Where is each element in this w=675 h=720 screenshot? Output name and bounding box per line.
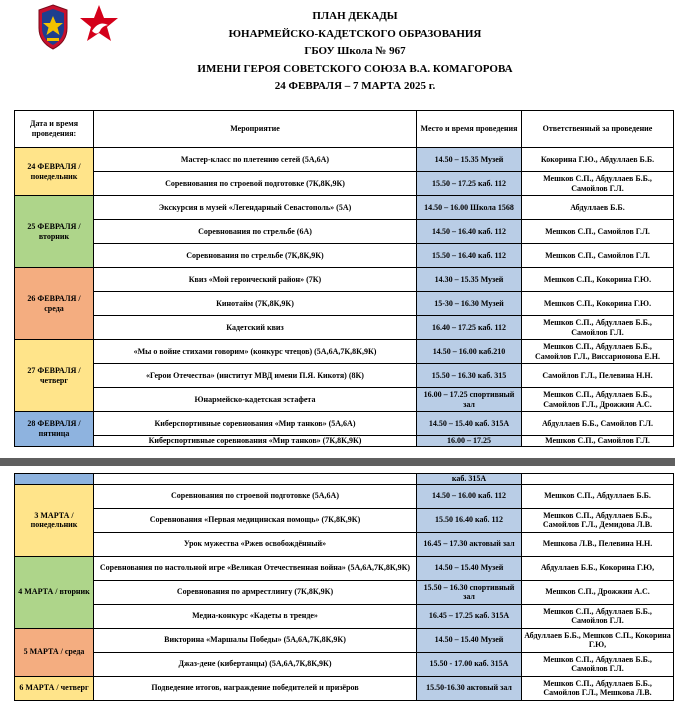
event-cell: Соревнования по настольной игре «Великая Отечественная война» (5А,6А,7К,8К,9К) <box>94 556 417 580</box>
table-row <box>15 172 674 196</box>
day-cell: 25 ФЕВРАЛЯ / вторник <box>15 196 94 268</box>
place-cell: 14.50 – 16.00 каб.210 <box>417 340 522 364</box>
place-cell: 16.40 – 17.25 каб. 112 <box>417 316 522 340</box>
header-school: ГБОУ Школа № 967 <box>304 45 406 57</box>
responsible-cell: Абдуллаев Б.Б., Самойлов Г.Л. <box>522 412 674 436</box>
column-header-date: Дата и время проведения: <box>15 111 94 148</box>
responsible-cell: Мешков С.П., Кокорина Г.Ю. <box>522 268 674 292</box>
table-row <box>15 148 674 172</box>
place-cell: 15.50-16.30 актовый зал <box>417 676 522 700</box>
responsible-cell: Абдуллаев Б.Б., Мешков С.П., Кокорина Г.Ю, <box>522 628 674 652</box>
place-cell: 15.50 – 16.30 каб. 315 <box>417 364 522 388</box>
event-cell: Урок мужества «Ржев освобождённый» <box>94 532 417 556</box>
place-cell: 14.50 – 16.00 каб. 112 <box>417 484 522 508</box>
header-school-name: ИМЕНИ ГЕРОЯ СОВЕТСКОГО СОЮЗА В.А. КОМАГОРОВА <box>197 62 513 75</box>
responsible-cell: Самойлов Г.Л., Пелевина Н.Н. <box>522 364 674 388</box>
event-cell: Викторина «Маршалы Победы» (5А,6А,7К,8К,9К) <box>94 628 417 652</box>
header-dates: 24 ФЕВРАЛЯ – 7 МАРТА 2025 г. <box>274 80 436 92</box>
column-header-place: Место и время проведения <box>417 111 522 148</box>
yunarmia-star-icon <box>78 4 120 44</box>
day-cell <box>15 474 94 485</box>
event-cell: Соревнования по армрестлингу (7К,8К,9К) <box>94 580 417 604</box>
table-row <box>15 412 674 436</box>
table-row <box>15 340 674 364</box>
event-cell <box>94 474 417 485</box>
responsible-cell: Мешков С.П., Абдуллаев Б.Б., Самойлов Г.Л., Демидова Л.В. <box>522 508 674 532</box>
place-cell: 15.50 – 17.25 каб. 112 <box>417 172 522 196</box>
table-row <box>15 532 674 556</box>
column-header-responsible: Ответственный за проведение <box>522 111 674 148</box>
day-cell: 27 ФЕВРАЛЯ / четверг <box>15 340 94 412</box>
table-row <box>15 580 674 604</box>
event-cell: Джаз-дене (кибертанцы) (5А,6А,7К,8К,9К) <box>94 652 417 676</box>
responsible-cell: Мешков С.П., Дрожжин А.С. <box>522 580 674 604</box>
place-cell: 15-30 – 16.30 Музей <box>417 292 522 316</box>
day-cell: 26 ФЕВРАЛЯ / среда <box>15 268 94 340</box>
responsible-cell: Мешков С.П., Самойлов Г.Л. <box>522 244 674 268</box>
table-row <box>15 196 674 220</box>
table-row <box>15 508 674 532</box>
event-cell: Квиз «Мой героический район» (7К) <box>94 268 417 292</box>
event-cell: Экскурсия в музей «Легендарный Севастополь» (5А) <box>94 196 417 220</box>
table-row <box>15 220 674 244</box>
table-row <box>15 628 674 652</box>
responsible-cell: Абдуллаев Б.Б., Кокорина Г.Ю, <box>522 556 674 580</box>
day-cell: 24 ФЕВРАЛЯ / понедельник <box>15 148 94 196</box>
table-row <box>15 676 674 700</box>
table-row <box>15 556 674 580</box>
responsible-cell: Мешков С.П., Кокорина Г.Ю. <box>522 292 674 316</box>
header-subtitle: ЮНАРМЕЙСКО-КАДЕТСКОГО ОБРАЗОВАНИЯ <box>228 27 482 40</box>
place-cell: 15.50 16.40 каб. 112 <box>417 508 522 532</box>
event-cell: Соревнования по строевой подготовке (7К,8К,9К) <box>94 172 417 196</box>
responsible-cell: Мешков С.П., Абдуллаев Б.Б., Самойлов Г.Л. <box>522 652 674 676</box>
event-cell: Кадетский квиз <box>94 316 417 340</box>
responsible-cell: Мешков С.П., Абдуллаев Б.Б., Самойлов Г.Л. <box>522 172 674 196</box>
place-cell: каб. 315А <box>417 474 522 485</box>
table-row <box>15 652 674 676</box>
day-cell: 4 МАРТА / вторник <box>15 556 94 628</box>
responsible-cell: Мешков С.П., Абдуллаев Б.Б. <box>522 484 674 508</box>
responsible-cell: Мешков С.П., Самойлов Г.Л. <box>522 436 674 447</box>
place-cell: 15.50 – 16.40 каб. 112 <box>417 244 522 268</box>
schedule-table-page-1 <box>14 110 674 447</box>
day-cell: 3 МАРТА / понедельник <box>15 484 94 556</box>
responsible-cell: Кокорина Г.Ю., Абдуллаев Б.Б. <box>522 148 674 172</box>
place-cell: 14.50 – 15.40 каб. 315А <box>417 412 522 436</box>
table-row <box>15 484 674 508</box>
event-cell: Соревнования по стрельбе (6А) <box>94 220 417 244</box>
place-cell: 14.50 – 16.40 каб. 112 <box>417 220 522 244</box>
responsible-cell: Мешкова Л.В., Пелевина Н.Н. <box>522 532 674 556</box>
responsible-cell: Мешков С.П., Абдуллаев Б.Б., Самойлов Г.Л., Мешкова Л.В. <box>522 676 674 700</box>
responsible-cell: Абдуллаев Б.Б. <box>522 196 674 220</box>
place-cell: 16.45 – 17.30 актовый зал <box>417 532 522 556</box>
place-cell: 16.00 – 17.25 спортивный зал <box>417 388 522 412</box>
place-cell: 16.00 – 17.25 <box>417 436 522 447</box>
document-header <box>130 8 580 96</box>
day-cell: 28 ФЕВРАЛЯ / пятница <box>15 412 94 447</box>
table-row <box>15 244 674 268</box>
place-cell: 14.50 – 15.40 Музей <box>417 628 522 652</box>
event-cell: Киберспортивные соревнования «Мир танков» (7К,8К,9К) <box>94 436 417 447</box>
schedule-table-page-2 <box>14 473 674 701</box>
event-cell: Соревнования по строевой подготовке (5А,6А) <box>94 484 417 508</box>
responsible-cell: Мешков С.П., Самойлов Г.Л. <box>522 220 674 244</box>
table-row <box>15 316 674 340</box>
kadet-emblem-icon <box>36 4 70 50</box>
event-cell: Киберспортивные соревнования «Мир танков» (5А,6А) <box>94 412 417 436</box>
event-cell: Соревнования по стрельбе (7К,8К,9К) <box>94 244 417 268</box>
responsible-cell: Мешков С.П., Абдуллаев Б.Б., Самойлов Г.Л., Дрожжин А.С. <box>522 388 674 412</box>
responsible-cell: Мешков С.П., Абдуллаев Б.Б., Самойлов Г.Л. <box>522 604 674 628</box>
day-cell: 6 МАРТА / четверг <box>15 676 94 700</box>
table-row <box>15 474 674 485</box>
event-cell: Юнармейско-кадетская эстафета <box>94 388 417 412</box>
responsible-cell: Мешков С.П., Абдуллаев Б.Б., Самойлов Г.Л. <box>522 316 674 340</box>
table-row <box>15 364 674 388</box>
responsible-cell <box>522 474 674 485</box>
place-cell: 15.50 - 17.00 каб. 315А <box>417 652 522 676</box>
event-cell: Медиа-конкурс «Кадеты в тренде» <box>94 604 417 628</box>
table-row <box>15 604 674 628</box>
column-header-event: Мероприятие <box>94 111 417 148</box>
place-cell: 14.50 – 15.40 Музей <box>417 556 522 580</box>
table-row <box>15 436 674 447</box>
table-row <box>15 292 674 316</box>
place-cell: 16.45 – 17.25 каб. 315А <box>417 604 522 628</box>
header-title: ПЛАН ДЕКАДЫ <box>312 10 398 22</box>
day-cell: 5 МАРТА / среда <box>15 628 94 676</box>
document-page-2 <box>0 466 675 720</box>
table-header-row <box>15 111 674 148</box>
place-cell: 14.30 – 15.35 Музей <box>417 268 522 292</box>
event-cell: Соревнования «Первая медицинская помощь» (7К,8К,9К) <box>94 508 417 532</box>
page-separator <box>0 458 675 466</box>
event-cell: Мастер-класс по плетению сетей (5А,6А) <box>94 148 417 172</box>
place-cell: 15.50 – 16.30 спортивный зал <box>417 580 522 604</box>
event-cell: «Герои Отечества» (институт МВД имени П.Я. Кикотя) (8К) <box>94 364 417 388</box>
event-cell: Кинотайм (7К,8К,9К) <box>94 292 417 316</box>
table-row <box>15 268 674 292</box>
event-cell: Подведение итогов, награждение победителей и призёров <box>94 676 417 700</box>
place-cell: 14.50 – 15.35 Музей <box>417 148 522 172</box>
event-cell: «Мы о войне стихами говорим» (конкурс чтецов) (5А,6А,7К,8К,9К) <box>94 340 417 364</box>
table-row <box>15 388 674 412</box>
place-cell: 14.50 – 16.00 Школа 1568 <box>417 196 522 220</box>
responsible-cell: Мешков С.П., Абдуллаев Б.Б., Самойлов Г.Л., Виссарионова Е.Н. <box>522 340 674 364</box>
